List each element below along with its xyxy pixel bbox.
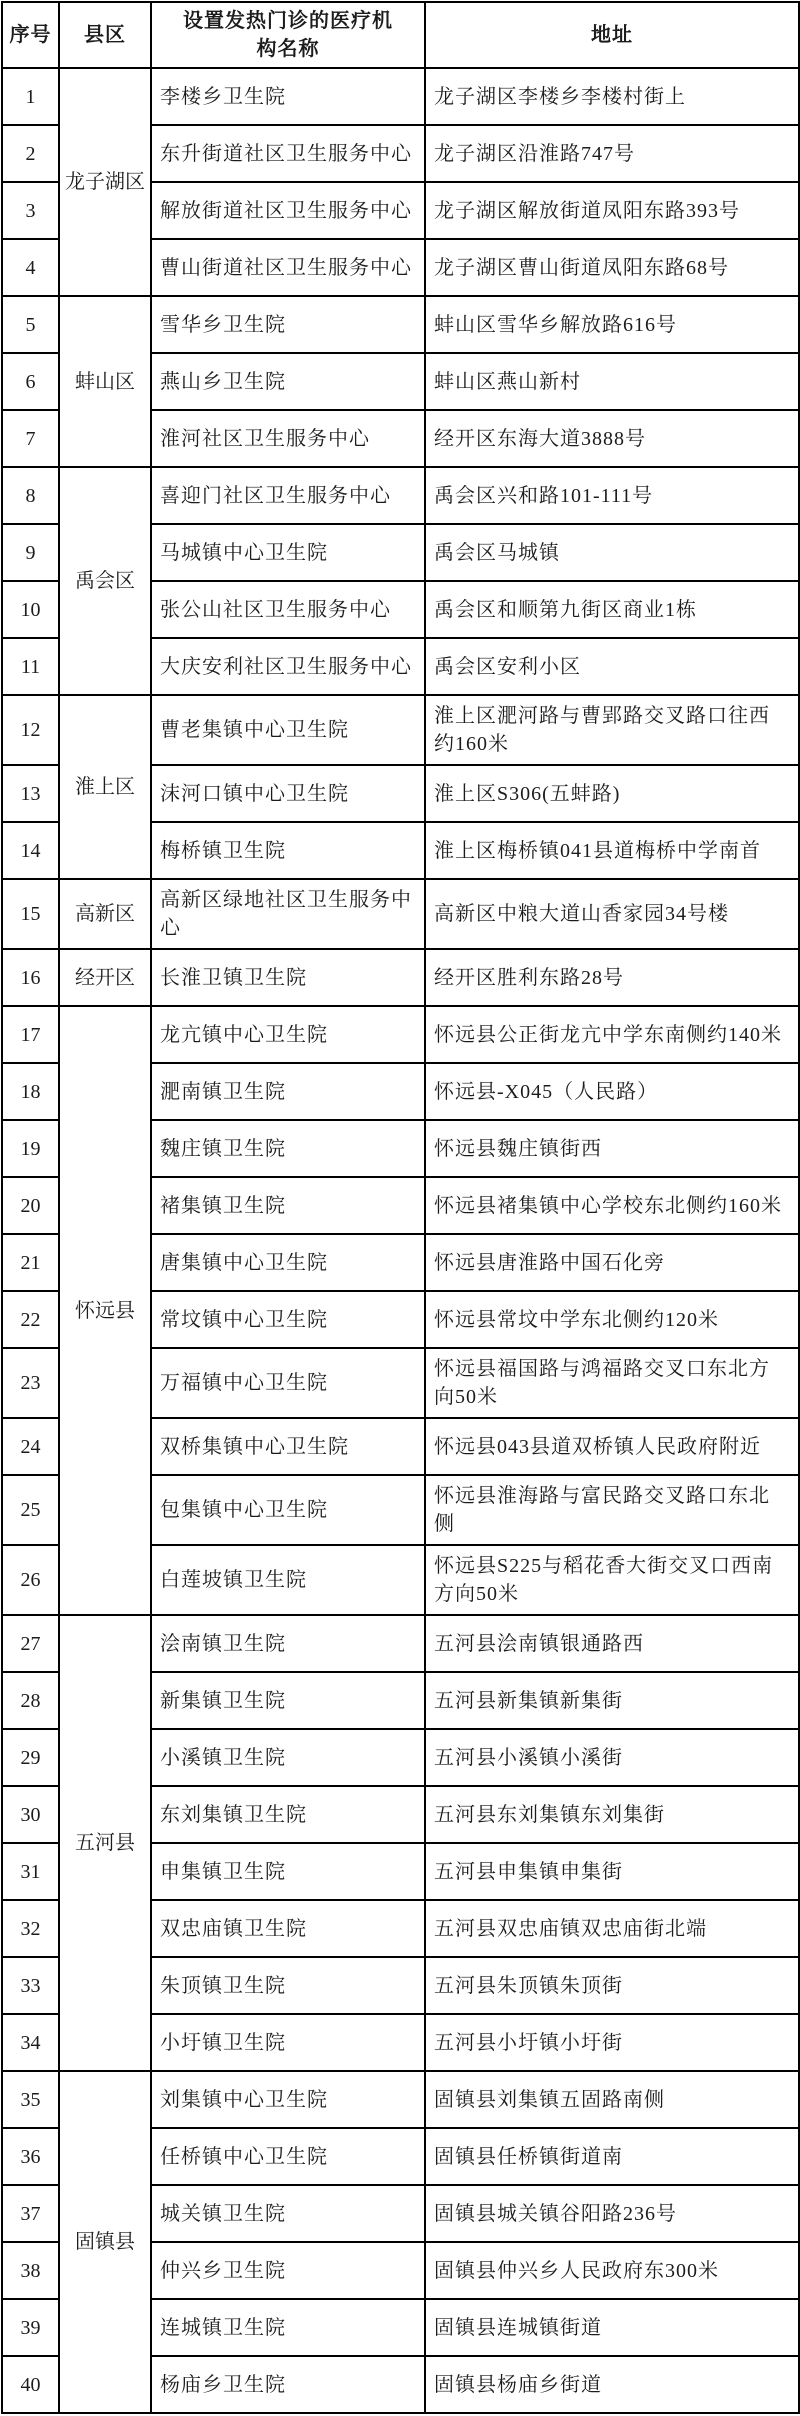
address-cell: 五河县新集镇新集街: [425, 1672, 799, 1729]
row-number-cell: 5: [2, 296, 59, 353]
institution-name-cell: 小圩镇卫生院: [151, 2014, 425, 2071]
row-number-cell: 4: [2, 239, 59, 296]
district-cell: 淮上区: [59, 695, 151, 879]
institution-name-cell: 梅桥镇卫生院: [151, 822, 425, 879]
address-cell: 怀远县福国路与鸿福路交叉口东北方向50米: [425, 1348, 799, 1418]
table-body: [2, 68, 799, 2413]
institution-name-cell: 申集镇卫生院: [151, 1843, 425, 1900]
address-cell: 怀远县S225与稻花香大街交叉口西南方向50米: [425, 1545, 799, 1615]
address-cell: 五河县小圩镇小圩街: [425, 2014, 799, 2071]
address-cell: 禹会区兴和路101-111号: [425, 467, 799, 524]
address-cell: 龙子湖区李楼乡李楼村街上: [425, 68, 799, 125]
row-number-cell: 13: [2, 765, 59, 822]
institution-name-cell: 魏庄镇卫生院: [151, 1120, 425, 1177]
row-number-cell: 8: [2, 467, 59, 524]
table-row: [2, 467, 799, 524]
institution-name-cell: 东升街道社区卫生服务中心: [151, 125, 425, 182]
address-cell: 五河县申集镇申集街: [425, 1843, 799, 1900]
address-cell: 经开区胜利东路28号: [425, 949, 799, 1006]
row-number-cell: 6: [2, 353, 59, 410]
address-cell: 固镇县任桥镇街道南: [425, 2128, 799, 2185]
institution-name-cell: 马城镇中心卫生院: [151, 524, 425, 581]
institution-name-cell: 双忠庙镇卫生院: [151, 1900, 425, 1957]
address-cell: 禹会区安利小区: [425, 638, 799, 695]
institution-name-cell: 小溪镇卫生院: [151, 1729, 425, 1786]
institution-name-cell: 曹老集镇中心卫生院: [151, 695, 425, 765]
header-serial-number: 序号: [2, 2, 59, 68]
address-cell: 五河县朱顶镇朱顶街: [425, 1957, 799, 2014]
table-row: [2, 68, 799, 125]
header-institution-name: 设置发热门诊的医疗机构名称: [151, 2, 425, 68]
address-cell: 固镇县城关镇谷阳路236号: [425, 2185, 799, 2242]
address-cell: 怀远县043县道双桥镇人民政府附近: [425, 1418, 799, 1475]
district-cell: 高新区: [59, 879, 151, 949]
table-row: [2, 1006, 799, 1063]
address-cell: 固镇县杨庙乡街道: [425, 2356, 799, 2413]
institution-name-cell: 沫河口镇中心卫生院: [151, 765, 425, 822]
address-cell: 固镇县连城镇街道: [425, 2299, 799, 2356]
institution-name-cell: 喜迎门社区卫生服务中心: [151, 467, 425, 524]
table-row: [2, 2071, 799, 2128]
row-number-cell: 21: [2, 1234, 59, 1291]
address-cell: 龙子湖区曹山街道凤阳东路68号: [425, 239, 799, 296]
institution-name-cell: 浍南镇卫生院: [151, 1615, 425, 1672]
institution-name-cell: 李楼乡卫生院: [151, 68, 425, 125]
row-number-cell: 28: [2, 1672, 59, 1729]
row-number-cell: 34: [2, 2014, 59, 2071]
institution-name-cell: 任桥镇中心卫生院: [151, 2128, 425, 2185]
address-cell: 怀远县-X045（人民路）: [425, 1063, 799, 1120]
table-row: [2, 1615, 799, 1672]
row-number-cell: 39: [2, 2299, 59, 2356]
address-cell: 龙子湖区沿淮路747号: [425, 125, 799, 182]
district-cell: 怀远县: [59, 1006, 151, 1615]
fever-clinic-table: [1, 1, 800, 2414]
row-number-cell: 35: [2, 2071, 59, 2128]
row-number-cell: 22: [2, 1291, 59, 1348]
table-row: [2, 879, 799, 949]
address-cell: 五河县小溪镇小溪街: [425, 1729, 799, 1786]
header-address: 地址: [425, 2, 799, 68]
institution-name-cell: 雪华乡卫生院: [151, 296, 425, 353]
table-row: [2, 949, 799, 1006]
address-cell: 经开区东海大道3888号: [425, 410, 799, 467]
address-cell: 龙子湖区解放街道凤阳东路393号: [425, 182, 799, 239]
address-cell: 怀远县唐淮路中国石化旁: [425, 1234, 799, 1291]
address-cell: 怀远县常坟中学东北侧约120米: [425, 1291, 799, 1348]
address-cell: 五河县双忠庙镇双忠庙街北端: [425, 1900, 799, 1957]
table-row: [2, 296, 799, 353]
institution-name-cell: 万福镇中心卫生院: [151, 1348, 425, 1418]
row-number-cell: 23: [2, 1348, 59, 1418]
address-cell: 淮上区S306(五蚌路): [425, 765, 799, 822]
row-number-cell: 30: [2, 1786, 59, 1843]
institution-name-cell: 解放街道社区卫生服务中心: [151, 182, 425, 239]
address-cell: 固镇县仲兴乡人民政府东300米: [425, 2242, 799, 2299]
row-number-cell: 36: [2, 2128, 59, 2185]
row-number-cell: 37: [2, 2185, 59, 2242]
address-cell: 怀远县淮海路与富民路交叉路口东北侧: [425, 1475, 799, 1545]
row-number-cell: 32: [2, 1900, 59, 1957]
header-district: 县区: [59, 2, 151, 68]
address-cell: 五河县浍南镇银通路西: [425, 1615, 799, 1672]
address-cell: 禹会区和顺第九街区商业1栋: [425, 581, 799, 638]
institution-name-cell: 淮河社区卫生服务中心: [151, 410, 425, 467]
institution-name-cell: 仲兴乡卫生院: [151, 2242, 425, 2299]
row-number-cell: 15: [2, 879, 59, 949]
address-cell: 怀远县公正街龙亢中学东南侧约140米: [425, 1006, 799, 1063]
district-cell: 固镇县: [59, 2071, 151, 2413]
row-number-cell: 19: [2, 1120, 59, 1177]
address-cell: 怀远县魏庄镇街西: [425, 1120, 799, 1177]
row-number-cell: 27: [2, 1615, 59, 1672]
row-number-cell: 16: [2, 949, 59, 1006]
institution-name-cell: 龙亢镇中心卫生院: [151, 1006, 425, 1063]
row-number-cell: 25: [2, 1475, 59, 1545]
row-number-cell: 17: [2, 1006, 59, 1063]
address-cell: 蚌山区燕山新村: [425, 353, 799, 410]
row-number-cell: 20: [2, 1177, 59, 1234]
institution-name-cell: 朱顶镇卫生院: [151, 1957, 425, 2014]
institution-name-cell: 刘集镇中心卫生院: [151, 2071, 425, 2128]
row-number-cell: 7: [2, 410, 59, 467]
institution-name-cell: 连城镇卫生院: [151, 2299, 425, 2356]
row-number-cell: 2: [2, 125, 59, 182]
address-cell: 淮上区梅桥镇041县道梅桥中学南首: [425, 822, 799, 879]
institution-name-cell: 淝南镇卫生院: [151, 1063, 425, 1120]
row-number-cell: 12: [2, 695, 59, 765]
address-cell: 五河县东刘集镇东刘集街: [425, 1786, 799, 1843]
institution-name-cell: 白莲坡镇卫生院: [151, 1545, 425, 1615]
row-number-cell: 29: [2, 1729, 59, 1786]
institution-name-cell: 城关镇卫生院: [151, 2185, 425, 2242]
row-number-cell: 9: [2, 524, 59, 581]
header-row: [2, 2, 799, 68]
institution-name-cell: 大庆安利社区卫生服务中心: [151, 638, 425, 695]
row-number-cell: 14: [2, 822, 59, 879]
institution-name-cell: 常坟镇中心卫生院: [151, 1291, 425, 1348]
table-row: [2, 695, 799, 765]
address-cell: 高新区中粮大道山香家园34号楼: [425, 879, 799, 949]
institution-name-cell: 杨庙乡卫生院: [151, 2356, 425, 2413]
row-number-cell: 11: [2, 638, 59, 695]
institution-name-cell: 张公山社区卫生服务中心: [151, 581, 425, 638]
institution-name-cell: 燕山乡卫生院: [151, 353, 425, 410]
institution-name-cell: 曹山街道社区卫生服务中心: [151, 239, 425, 296]
institution-name-cell: 长淮卫镇卫生院: [151, 949, 425, 1006]
row-number-cell: 33: [2, 1957, 59, 2014]
row-number-cell: 40: [2, 2356, 59, 2413]
row-number-cell: 10: [2, 581, 59, 638]
row-number-cell: 18: [2, 1063, 59, 1120]
institution-name-cell: 双桥集镇中心卫生院: [151, 1418, 425, 1475]
institution-name-cell: 唐集镇中心卫生院: [151, 1234, 425, 1291]
district-cell: 经开区: [59, 949, 151, 1006]
row-number-cell: 31: [2, 1843, 59, 1900]
row-number-cell: 1: [2, 68, 59, 125]
address-cell: 禹会区马城镇: [425, 524, 799, 581]
institution-name-cell: 包集镇中心卫生院: [151, 1475, 425, 1545]
row-number-cell: 38: [2, 2242, 59, 2299]
row-number-cell: 3: [2, 182, 59, 239]
institution-name-cell: 褚集镇卫生院: [151, 1177, 425, 1234]
district-cell: 禹会区: [59, 467, 151, 695]
address-cell: 蚌山区雪华乡解放路616号: [425, 296, 799, 353]
address-cell: 淮上区淝河路与曹郢路交叉路口往西约160米: [425, 695, 799, 765]
district-cell: 龙子湖区: [59, 68, 151, 296]
row-number-cell: 24: [2, 1418, 59, 1475]
address-cell: 固镇县刘集镇五固路南侧: [425, 2071, 799, 2128]
institution-name-cell: 东刘集镇卫生院: [151, 1786, 425, 1843]
institution-name-cell: 新集镇卫生院: [151, 1672, 425, 1729]
row-number-cell: 26: [2, 1545, 59, 1615]
district-cell: 五河县: [59, 1615, 151, 2071]
institution-name-cell: 高新区绿地社区卫生服务中心: [151, 879, 425, 949]
district-cell: 蚌山区: [59, 296, 151, 467]
address-cell: 怀远县褚集镇中心学校东北侧约160米: [425, 1177, 799, 1234]
